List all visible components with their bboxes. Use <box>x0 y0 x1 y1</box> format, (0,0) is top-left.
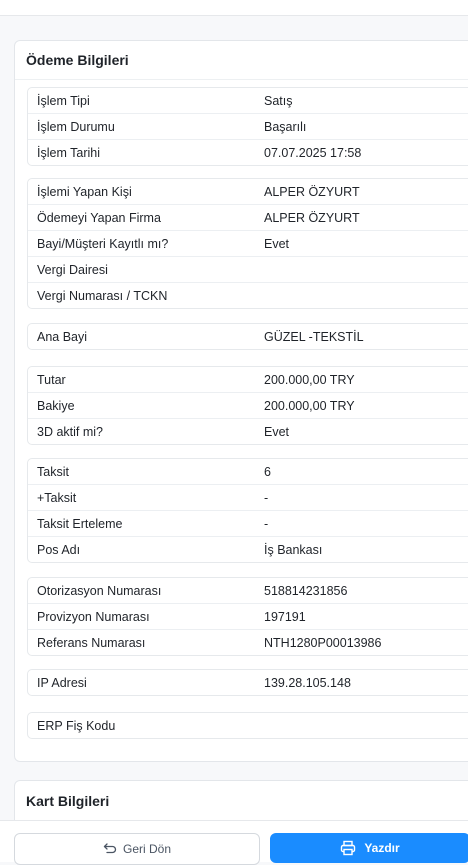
row-value: Evet <box>264 237 290 251</box>
info-row <box>28 283 468 308</box>
info-row <box>28 324 468 349</box>
info-row <box>28 419 468 444</box>
row-label: Vergi Numarası / TCKN <box>37 289 168 303</box>
top-bar <box>0 0 468 16</box>
row-label: İşlem Tarihi <box>37 146 100 160</box>
row-value: - <box>264 491 269 505</box>
row-value: - <box>264 517 269 531</box>
info-row <box>28 88 468 114</box>
row-label: Referans Numarası <box>37 636 146 650</box>
info-row <box>28 713 468 738</box>
row-label: Pos Adı <box>37 543 81 557</box>
info-row <box>28 511 468 537</box>
row-label: Ödemeyi Yapan Firma <box>37 211 161 225</box>
info-row <box>28 485 468 511</box>
ip-group <box>27 669 468 696</box>
row-label: Ana Bayi <box>37 330 88 344</box>
info-row <box>28 393 468 419</box>
row-label: ERP Fiş Kodu <box>37 719 116 733</box>
info-row <box>28 257 468 283</box>
row-value: 200.000,00 TRY <box>264 373 355 387</box>
info-row <box>28 630 468 655</box>
row-value: Evet <box>264 425 290 439</box>
row-value: İş Bankası <box>264 543 323 557</box>
row-label: Taksit <box>37 465 69 479</box>
row-value: 6 <box>264 465 271 479</box>
row-label: Taksit Erteleme <box>37 517 123 531</box>
row-label: 3D aktif mi? <box>37 425 103 439</box>
printer-icon <box>340 840 356 856</box>
back-button-label: Geri Dön <box>122 842 172 856</box>
row-value: 518814231856 <box>264 584 348 598</box>
info-row <box>28 231 468 257</box>
row-value: ALPER ÖZYURT <box>264 211 360 225</box>
row-value: 200.000,00 TRY <box>264 399 355 413</box>
info-row <box>28 537 468 562</box>
undo-icon <box>103 842 117 856</box>
row-label: Otorizasyon Numarası <box>37 584 162 598</box>
authorization-group <box>27 577 468 656</box>
row-label: IP Adresi <box>37 676 87 690</box>
row-label: İşlem Tipi <box>37 94 90 108</box>
row-value: 139.28.105.148 <box>264 676 351 690</box>
row-label: İşlem Durumu <box>37 120 115 134</box>
erp-group <box>27 712 468 739</box>
back-button[interactable] <box>14 833 260 865</box>
row-label: Tutar <box>37 373 66 387</box>
info-row <box>28 179 468 205</box>
info-row <box>28 205 468 231</box>
row-value: NTH1280P00013986 <box>264 636 382 650</box>
row-value: 07.07.2025 17:58 <box>264 146 362 160</box>
installment-group <box>27 458 468 563</box>
print-button[interactable] <box>270 833 468 863</box>
info-row <box>28 367 468 393</box>
row-value: GÜZEL -TEKSTİL <box>264 330 364 344</box>
row-label: Bayi/Müşteri Kayıtlı mı? <box>37 237 169 251</box>
row-label: Vergi Dairesi <box>37 263 108 277</box>
dealer-group <box>27 323 468 350</box>
info-row <box>28 604 468 630</box>
row-value: 197191 <box>264 610 306 624</box>
payment-info-card <box>14 40 468 762</box>
footer-bar <box>0 820 468 862</box>
print-button-label: Yazdır <box>364 841 400 855</box>
row-value: ALPER ÖZYURT <box>264 185 360 199</box>
info-row <box>28 114 468 140</box>
info-row <box>28 670 468 695</box>
info-row <box>28 459 468 485</box>
row-label: İşlemi Yapan Kişi <box>37 185 132 199</box>
payment-info-title: Ödeme Bilgileri <box>15 41 468 80</box>
info-row <box>28 140 468 165</box>
payer-group <box>27 178 468 309</box>
row-value: Satış <box>264 94 293 108</box>
info-row <box>28 578 468 604</box>
amount-group <box>27 366 468 445</box>
row-label: Bakiye <box>37 399 75 413</box>
row-label: +Taksit <box>37 491 77 505</box>
transaction-group <box>27 87 468 166</box>
row-label: Provizyon Numarası <box>37 610 150 624</box>
row-value: Başarılı <box>264 120 307 134</box>
card-info-title: Kart Bilgileri <box>15 781 468 822</box>
